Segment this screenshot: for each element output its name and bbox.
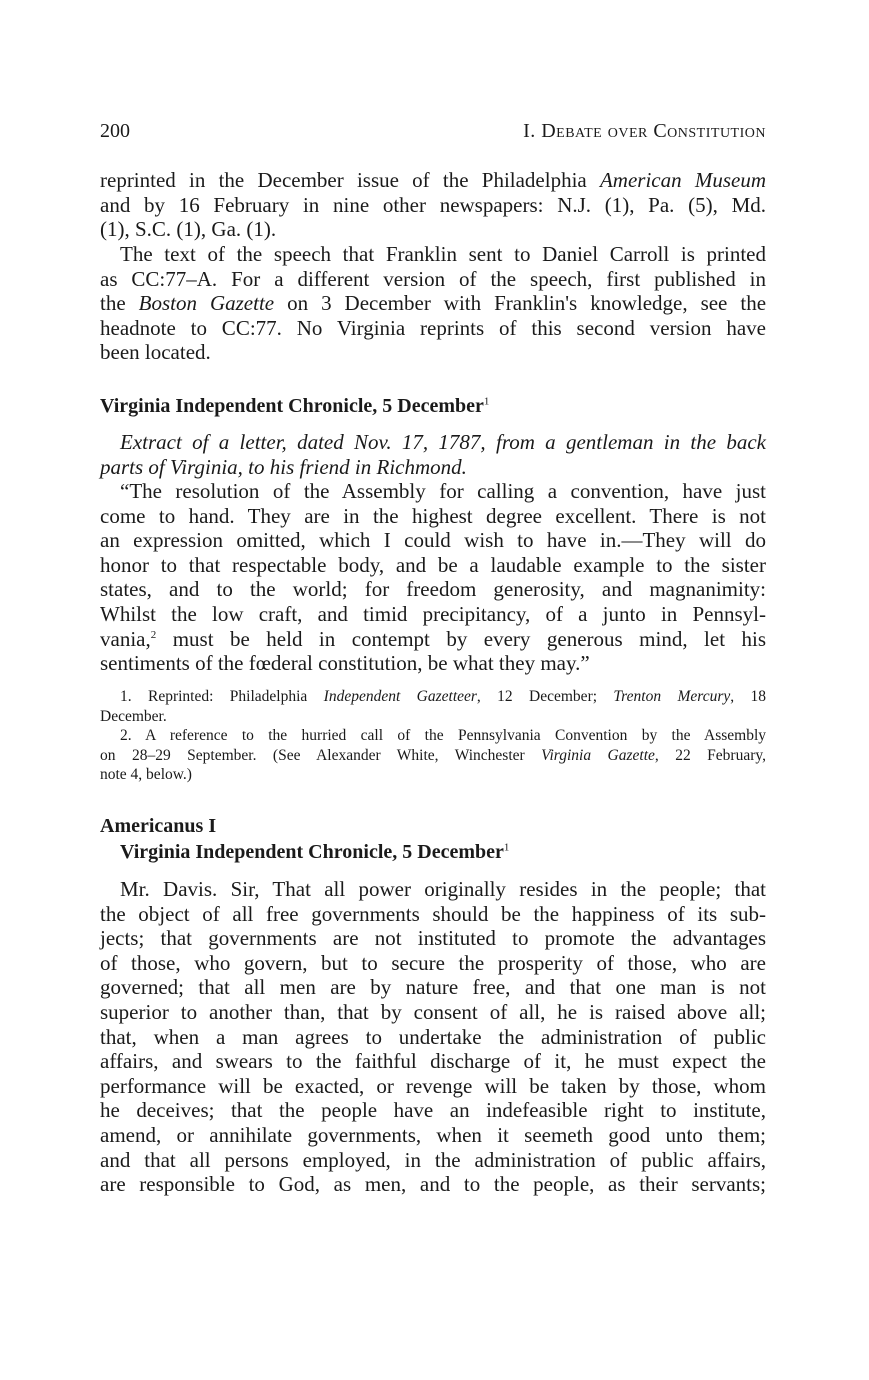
footnote-marker: 1 <box>503 841 510 854</box>
text-line: vania,$^2$ must be held in contempt by every generous mind, let his <box>100 626 767 651</box>
text-line: the object of all free governments should be the happiness of its sub- <box>100 901 766 926</box>
text-line: governed; that all men are by nature free, and that one man is not <box>100 975 766 1000</box>
text-line: amend, or annihilate governments, when it seemeth good unto them; <box>100 1122 766 1147</box>
footnote-marker: 1 <box>483 395 490 408</box>
page-number: 200 <box>100 120 130 142</box>
text-line: headnote to CC:77. No Virginia reprints of this second version have <box>100 315 766 340</box>
text-line: The text of the speech that Franklin sent to Daniel Carroll is printed <box>120 242 766 266</box>
text-line: (1), S.C. (1), Ga. (1). <box>100 217 277 242</box>
text-line: he deceives; that the people have an indefeasible right to institute, <box>100 1098 766 1123</box>
text-line: that, when a man agrees to undertake the administration of public <box>100 1024 766 1049</box>
footnote-line: 2. A reference to the hurried call of the Pennsylvania Convention by the Assembly <box>120 727 766 744</box>
footnotes-section-1 <box>100 687 766 785</box>
footnote-line: on 28–29 September. (See Alexander White, Winchester Virginia Gazette, 22 February, <box>100 746 766 764</box>
text-line: honor to that respectable body, and be a laudable example to the sister <box>100 552 766 577</box>
text-line: Whilst the low craft, and timid precipitancy, of a junto in Pennsyl- <box>100 601 766 626</box>
text-line: been located. <box>100 340 211 365</box>
section-subheading: Virginia Independent Chronicle, 5 December <box>120 841 504 863</box>
section-heading: Americanus I <box>100 815 217 837</box>
text-line: parts of Virginia, to his friend in Richmond. <box>100 454 467 479</box>
footnote-line: note 4, below.) <box>100 766 192 783</box>
text-line: come to hand. They are in the highest degree excellent. There is not <box>100 503 766 528</box>
letter-quote <box>100 479 766 676</box>
intro-paragraph-1 <box>100 168 766 242</box>
footnote-line: 1. Reprinted: Philadelphia Independent Gazetteer, 12 December; Trenton Mercury, 18 <box>120 688 766 705</box>
text-line: sentiments of the fœderal constitution, be what they may.” <box>100 651 590 676</box>
americanus-body <box>100 877 766 1197</box>
text-line: Extract of a letter, dated Nov. 17, 1787, from a gentleman in the back <box>120 430 766 454</box>
text-line: superior to another than, that by consent of all, he is raised above all; <box>100 999 766 1024</box>
intro-paragraph-2 <box>100 242 766 365</box>
text-line: Mr. Davis. Sir, That all power originally resides in the people; that <box>120 877 766 901</box>
section-1-heading <box>100 393 766 419</box>
section-title: I. Debate over Constitution <box>523 120 766 142</box>
text-line: of those, who govern, but to secure the prosperity of those, who are <box>100 950 766 975</box>
text-line: and by 16 February in nine other newspapers: N.J. (1), Pa. (5), Md. <box>100 192 766 217</box>
text-line: an expression omitted, which I could wish to have in.—They will do <box>100 528 766 553</box>
section-2-heading <box>100 813 766 865</box>
footnote-line: December. <box>100 707 167 725</box>
text-line: “The resolution of the Assembly for calling a convention, have just <box>120 479 766 503</box>
text-line: are responsible to God, as men, and to the people, as their servants; <box>100 1172 766 1197</box>
text-line: performance will be exacted, or revenge will be taken by those, whom <box>100 1073 766 1098</box>
footnote-marker: 2 <box>150 628 157 641</box>
text-line: affairs, and swears to the faithful discharge of it, he must expect the <box>100 1049 766 1074</box>
text-line: reprinted in the December issue of the Philadelphia American Museum <box>100 168 766 192</box>
extract-caption <box>100 430 766 479</box>
text-line: the Boston Gazette on 3 December with Franklin's knowledge, see the <box>100 291 767 316</box>
text-line: states, and to the world; for freedom generosity, and magnanimity: <box>100 577 766 602</box>
text-line: as CC:77–A. For a different version of the speech, first published in <box>100 266 766 291</box>
section-heading: Virginia Independent Chronicle, 5 December <box>100 395 484 417</box>
text-line: and that all persons employed, in the administration of public affairs, <box>100 1147 766 1172</box>
text-line: jects; that governments are not instituted to promote the advantages <box>100 926 766 951</box>
